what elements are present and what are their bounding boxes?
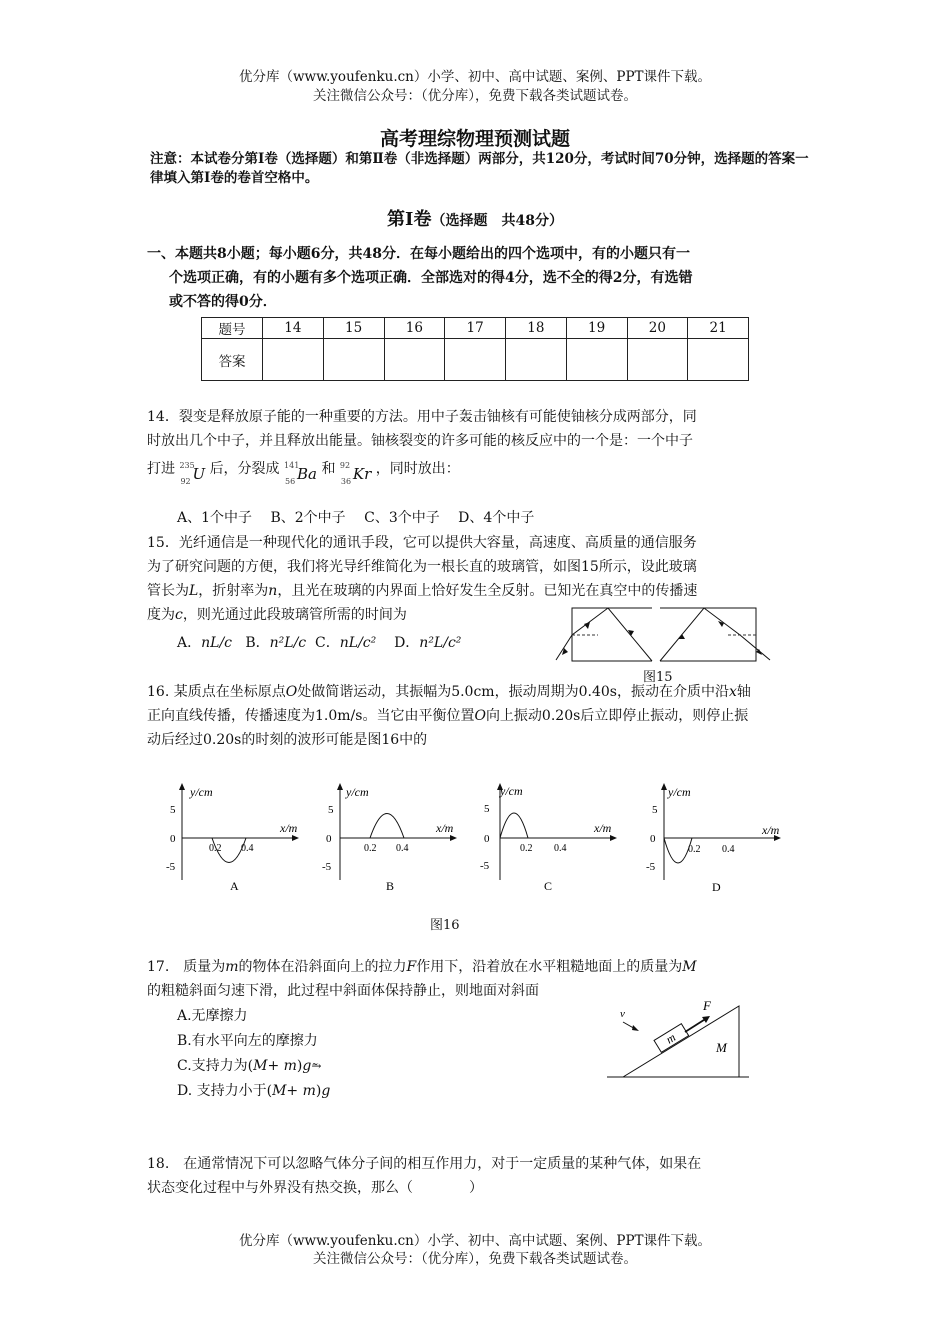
- x-axis-label: x/m: [436, 821, 454, 835]
- q14-text-a: 打进: [147, 461, 175, 477]
- y-tick-minus5: -5: [322, 861, 332, 873]
- x-tick-0.4: 0.4: [396, 843, 409, 854]
- y-axis-label: y/cm: [500, 784, 523, 798]
- wave-curve: [664, 838, 692, 863]
- footer-line-2: 关注微信公众号：（优分库），免费下载各类试题试卷。: [313, 1251, 637, 1267]
- header-line-2: 关注微信公众号：（优分库），免费下载各类试题试卷。: [313, 88, 637, 104]
- exam-notice: 注意：本试卷分第Ⅰ卷（选择题）和第Ⅱ卷（非选择题）两部分，共120分，考试时间70分钟，选择题的答案一律填入第Ⅰ卷的卷首空格中。: [150, 151, 809, 186]
- x-tick-0.2: 0.2: [688, 844, 701, 855]
- y-tick-0: 0: [326, 833, 332, 845]
- y-tick-minus5: -5: [480, 860, 490, 872]
- table-cell-number: 14: [263, 318, 324, 339]
- x-tick-0.2: 0.2: [364, 843, 377, 854]
- header-line-1: 优分库（www.youfenku.cn）小学、初中、高中试题、案例、PPT课件下载。: [238, 69, 712, 85]
- answer-cell[interactable]: [566, 339, 627, 381]
- graph-label: C: [544, 879, 553, 893]
- x-tick-0.2: 0.2: [209, 843, 222, 854]
- svg-text:m: m: [663, 1030, 679, 1047]
- part-title-sub: （选择题 共48分）: [431, 213, 563, 229]
- table-cell-number: 16: [384, 318, 445, 339]
- q15-line-3: 管长为L，折射率为n，且光在玻璃的内界面上恰好发生全反射。已知光在真空中的传播速: [147, 583, 698, 599]
- table-row-answers: [202, 339, 749, 381]
- answer-cell[interactable]: [627, 339, 688, 381]
- answer-cell[interactable]: [384, 339, 445, 381]
- q15-option-a: A．nL/c: [177, 635, 232, 651]
- q18-line-2: 状态变化过程中与外界没有热交换，那么（ ）: [147, 1180, 483, 1196]
- table-cell-number: 20: [627, 318, 688, 339]
- velocity-label: v: [620, 1008, 625, 1020]
- answer-cell[interactable]: [263, 339, 324, 381]
- x-axis-label: x/m: [594, 821, 612, 835]
- q17-option-b: B.有水平向左的摩擦力: [177, 1033, 318, 1049]
- table-cell-number: 15: [323, 318, 384, 339]
- q15-option-c: C．nL/c²: [315, 635, 377, 651]
- incline-mass-label: M: [716, 1040, 727, 1055]
- nuclide-u: 235 92 U: [179, 461, 206, 486]
- graph-label: A: [230, 879, 239, 893]
- x-tick-0.2: 0.2: [520, 843, 533, 854]
- wave-graph-d: [642, 780, 782, 900]
- wave-curve: [370, 814, 404, 839]
- answer-cell[interactable]: [506, 339, 567, 381]
- q17-options: [177, 1004, 330, 1104]
- q14-text-c: 和: [321, 461, 336, 477]
- y-axis-label: y/cm: [668, 785, 691, 799]
- q15-option-b: B．n²L/c: [245, 635, 307, 651]
- section-line-3: 或不答的得0分．: [169, 294, 277, 310]
- table-cell-number: 17: [445, 318, 506, 339]
- question-18: [147, 1152, 817, 1200]
- answer-cell[interactable]: [688, 339, 749, 381]
- footer-line-1: 优分库（www.youfenku.cn）小学、初中、高中试题、案例、PPT课件下载。: [238, 1233, 712, 1249]
- table-cell-number: 18: [506, 318, 567, 339]
- x-tick-0.4: 0.4: [241, 843, 254, 854]
- q18-line-1: 18. 在通常情况下可以忽略气体分子间的相互作用力，对于一定质量的某种气体，如果在: [147, 1156, 702, 1172]
- q15-line-2: 为了研究问题的方便，我们将光导纤维简化为一根长直的玻璃管，如图15所示，设此玻璃: [147, 559, 697, 575]
- y-axis-label: y/cm: [346, 785, 369, 799]
- q14-line-3: [147, 457, 817, 486]
- wave-graph-a: [160, 780, 300, 900]
- graph-label: B: [386, 879, 395, 893]
- nuclide-kr: 92 36 Kr: [339, 461, 372, 486]
- q15-options: [177, 631, 461, 655]
- y-tick-minus5: -5: [166, 861, 176, 873]
- q15-line-1: 15．光纤通信是一种现代化的通讯手段，它可以提供大容量，高速度、高质量的通信服务: [147, 535, 697, 551]
- part-title: [0, 205, 950, 231]
- part-title-main: 第Ⅰ卷: [387, 209, 432, 230]
- section-instructions: [147, 242, 812, 314]
- x-axis-label: x/m: [762, 823, 780, 837]
- nuclide-ba: 141 56 Ba: [284, 461, 317, 486]
- q17-line-2: 的粗糙斜面匀速下滑，此过程中斜面体保持静止，则地面对斜面: [147, 983, 539, 999]
- q17-option-c: C.支持力为(M+ m)g⥲: [177, 1058, 322, 1074]
- figure-16-caption: 图16: [430, 918, 460, 933]
- section-line-1: 一、本题共8小题；每小题6分，共48分．在每小题给出的四个选项中，有的小题只有一: [147, 246, 690, 262]
- q17-option-d: D. 支持力小于(M+ m)g: [177, 1083, 331, 1099]
- q14-text-b: 后，分裂成: [209, 461, 280, 477]
- wave-curve: [212, 838, 246, 863]
- figure-15-diagram: [548, 602, 778, 664]
- question-14: [147, 405, 817, 486]
- y-tick-minus5: -5: [646, 861, 656, 873]
- q17-line-1: 17. 质量为m的物体在沿斜面向上的拉力F作用下，沿着放在水平粗糙地面上的质量为M: [147, 959, 697, 975]
- section-line-2: 个选项正确，有的小题有多个选项正确．全部选对的得4分，选不全的得2分，有选错: [169, 270, 693, 286]
- question-16: [147, 680, 867, 752]
- block-m: [654, 1024, 689, 1053]
- q15-option-d: D．n²L/c²: [394, 635, 462, 651]
- q14-text-d: ，同时放出：: [375, 461, 460, 477]
- answer-cell[interactable]: [445, 339, 506, 381]
- y-tick-0: 0: [650, 833, 656, 845]
- q14-options: A、1个中子 B、2个中子 C、3个中子 D、4个中子: [177, 510, 535, 526]
- y-axis-label: y/cm: [190, 785, 213, 799]
- x-tick-0.4: 0.4: [722, 844, 735, 855]
- q14-line-2: 时放出几个中子，并且释放出能量。铀核裂变的许多可能的核反应中的一个是：一个中子: [147, 433, 693, 449]
- table-cell-number: 21: [688, 318, 749, 339]
- wave-curve: [500, 813, 528, 838]
- q15-line-4: 度为c，则光通过此段玻璃管所需的时间为: [147, 607, 407, 623]
- incline-diagram: [603, 996, 753, 1080]
- y-tick-5: 5: [328, 804, 334, 816]
- y-tick-5: 5: [484, 803, 490, 815]
- q14-line-1: 14．裂变是释放原子能的一种重要的方法。用中子轰击铀核有可能使铀核分成两部分，同: [147, 409, 697, 425]
- x-tick-0.4: 0.4: [554, 843, 567, 854]
- table-cell-label: 答案: [202, 339, 263, 381]
- q16-line-1: 16. 某质点在坐标原点O处做简谐运动，其振幅为5.0cm，振动周期为0.40s，振动在介质中沿x轴: [147, 684, 751, 700]
- y-tick-0: 0: [170, 833, 176, 845]
- figure-15-caption: 图15: [643, 670, 673, 685]
- y-tick-5: 5: [652, 804, 658, 816]
- q16-line-2: 正向直线传播，传播速度为1.0m/s。当它由平衡位置O向上振动0.20s后立即停止振动，则停止振: [147, 708, 749, 724]
- wave-graph-c: [478, 780, 618, 900]
- y-tick-5: 5: [170, 804, 176, 816]
- answer-cell[interactable]: [323, 339, 384, 381]
- q17-option-a: A.无摩擦力: [177, 1008, 248, 1024]
- q16-line-3: 动后经过0.20s的时刻的波形可能是图16中的: [147, 732, 428, 748]
- y-tick-0: 0: [484, 833, 490, 845]
- table-cell-number: 19: [566, 318, 627, 339]
- wave-graph-b: [318, 780, 458, 900]
- page-title: 高考理综物理预测试题: [379, 128, 570, 150]
- graph-label: D: [712, 880, 721, 894]
- force-label: F: [703, 998, 711, 1013]
- x-axis-label: x/m: [280, 821, 298, 835]
- table-row-numbers: [202, 318, 749, 339]
- table-cell-label: 题号: [202, 318, 263, 339]
- answer-table: [201, 317, 749, 381]
- force-arrow: [685, 1018, 707, 1032]
